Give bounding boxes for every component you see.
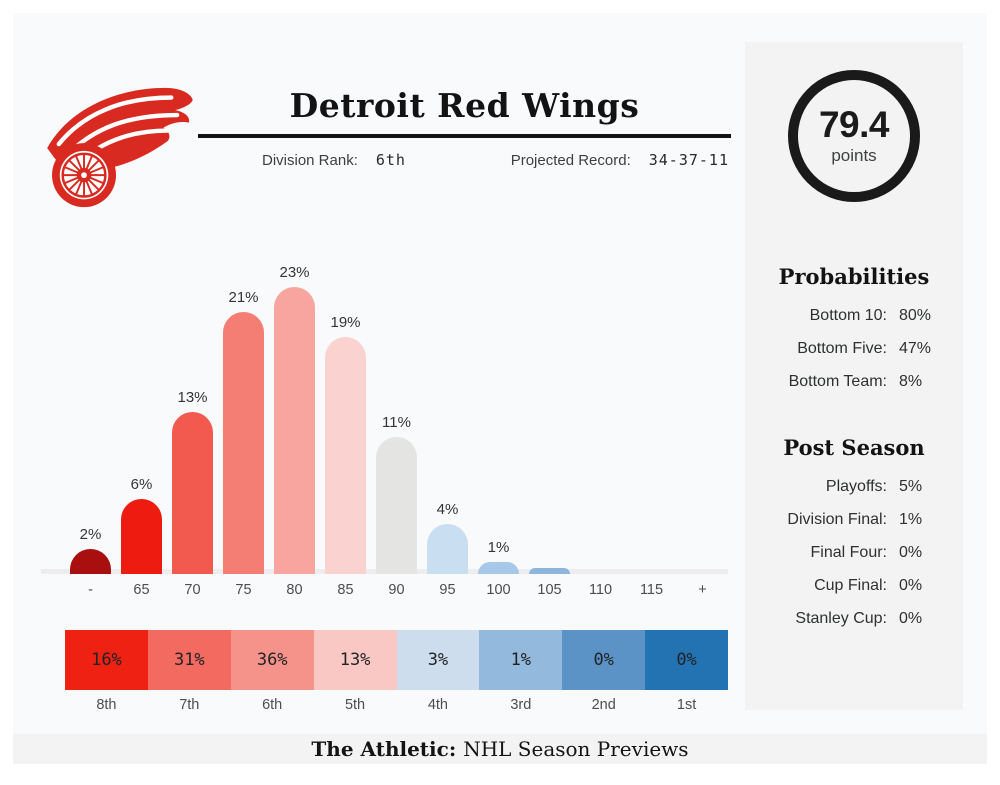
chart-bar: [427, 524, 468, 574]
stat-label: Bottom Team:: [788, 373, 887, 390]
chart-bar-value-label: 1%: [487, 538, 510, 556]
chart-axis-tick: +: [698, 582, 707, 598]
division-rank-tick: 3rd: [510, 697, 532, 713]
division-band-cell: 0%: [645, 630, 728, 690]
division-rank-tick: 6th: [262, 697, 283, 713]
chart-bar-slot: [167, 389, 218, 575]
points-distribution-axis: [65, 582, 728, 598]
stat-value: 80%: [899, 307, 932, 324]
stat-label: Playoffs:: [825, 478, 887, 495]
footer-brand: The Athletic:: [311, 737, 457, 761]
chart-axis-tick: 90: [388, 582, 405, 598]
stat-value: 0%: [899, 544, 923, 561]
stat-value: 0%: [899, 610, 923, 627]
chart-bar-slot: [677, 551, 728, 574]
projected-record-label: Projected Record:: [510, 152, 631, 169]
stat-label: Final Four:: [810, 544, 887, 561]
chart-bar-slot: [473, 539, 524, 575]
points-value: 79.4: [818, 104, 889, 145]
chart-bar: [529, 568, 570, 574]
division-band-cell: 1%: [479, 630, 562, 690]
chart-axis-tick: 100: [486, 582, 511, 598]
chart-axis-tick: 110: [588, 582, 613, 598]
header-stats: [198, 138, 731, 169]
chart-bar-value-label: 6%: [130, 476, 153, 493]
division-band-ranks: [65, 697, 728, 713]
page-title: Detroit Red Wings: [289, 86, 640, 125]
team-logo: [13, 40, 198, 217]
stat-row: [759, 544, 949, 562]
chart-bar: [121, 499, 162, 574]
summary-sidebar: [745, 42, 963, 710]
chart-axis-tick: 70: [184, 582, 201, 598]
division-band-cell: 3%: [397, 630, 480, 690]
chart-axis-tick: 115: [639, 582, 664, 598]
red-wings-winged-wheel-icon: [39, 84, 195, 212]
chart-bar-slot: [626, 551, 677, 574]
chart-bar: [274, 287, 315, 575]
division-band-cell: 16%: [65, 630, 148, 690]
division-band-cell: 31%: [148, 630, 231, 690]
chart-bar-slot: [218, 289, 269, 575]
chart-bar-value-label: 2%: [79, 526, 102, 543]
chart-bar: [172, 412, 213, 575]
division-band-cells: [65, 630, 728, 690]
chart-bar: [325, 337, 366, 575]
stat-label: Stanley Cup:: [795, 610, 887, 627]
chart-bar: [376, 437, 417, 575]
card-content: [13, 13, 987, 734]
chart-axis-tick: -: [88, 582, 93, 598]
stat-row: [759, 478, 949, 496]
chart-axis-tick: 75: [235, 582, 252, 598]
chart-bar-value-label: 11%: [382, 413, 411, 431]
probabilities-rows: [745, 307, 963, 391]
points-distribution-bars: [65, 262, 728, 574]
division-rank: [262, 151, 406, 169]
points-distribution-chart: [65, 262, 728, 598]
division-band-cell: 0%: [562, 630, 645, 690]
chart-axis-tick: 105: [537, 582, 562, 598]
header-center: [198, 40, 745, 217]
stat-value: 1%: [899, 511, 923, 528]
stat-row: [759, 577, 949, 595]
footer-bar: [13, 734, 987, 764]
footer-title: NHL Season Previews: [463, 737, 689, 761]
chart-bar-value-label: 13%: [177, 388, 208, 406]
stat-value: 47%: [899, 340, 932, 357]
chart-axis-tick: 85: [337, 582, 354, 598]
chart-axis-tick: 65: [133, 582, 150, 598]
chart-bar: [223, 312, 264, 575]
chart-axis-tick: 80: [286, 582, 303, 598]
chart-bar-value-label: 21%: [228, 288, 259, 306]
chart-bar: [478, 562, 519, 575]
division-rank-tick: 4th: [427, 697, 449, 713]
division-rank-tick: 5th: [344, 697, 366, 713]
stat-row: [759, 373, 949, 391]
division-rank-tick: 7th: [179, 697, 200, 713]
stat-row: [759, 340, 949, 358]
post-season-rows: [745, 478, 963, 628]
chart-bar-value-label: 19%: [330, 313, 361, 331]
points-badge: [788, 70, 920, 202]
division-band-cell: 13%: [314, 630, 397, 690]
division-band-cell: 36%: [231, 630, 314, 690]
chart-bar-slot: [524, 545, 575, 574]
chart-axis-tick: 95: [439, 582, 456, 598]
stat-row: [759, 511, 949, 529]
stat-value: 8%: [899, 373, 923, 390]
stat-label: Bottom 10:: [809, 307, 887, 324]
chart-bar-slot: [320, 314, 371, 575]
main-panel: [13, 13, 745, 734]
stat-label: Division Final:: [787, 511, 887, 528]
chart-bar: [70, 549, 111, 574]
stat-row: [759, 610, 949, 628]
post-season-section: [745, 435, 963, 628]
stat-label: Cup Final:: [814, 577, 887, 594]
division-rank-tick: 8th: [96, 697, 117, 713]
chart-bar-value-label: 23%: [279, 263, 310, 281]
post-season-title: Post Season: [783, 435, 925, 460]
division-rank-tick: 2nd: [591, 697, 616, 713]
chart-bar-slot: [116, 476, 167, 574]
division-finish-band: [65, 630, 728, 713]
division-rank-label: Division Rank:: [262, 152, 358, 169]
points-unit: points: [831, 146, 877, 165]
chart-bar-value-label: 4%: [436, 501, 459, 518]
projected-record-value: 34-37-11: [648, 151, 729, 169]
preview-card: [13, 13, 987, 764]
chart-bar-slot: [575, 551, 626, 574]
stat-value: 0%: [899, 577, 923, 594]
stat-label: Bottom Five:: [797, 340, 887, 357]
chart-bar-slot: [269, 264, 320, 575]
probabilities-title: Probabilities: [778, 264, 930, 289]
division-rank-value: 6th: [375, 151, 406, 169]
chart-bar-slot: [65, 526, 116, 574]
division-rank-tick: 1st: [676, 697, 697, 713]
stat-row: [759, 307, 949, 325]
projected-record: [511, 151, 729, 169]
header: [13, 13, 745, 217]
chart-bar-slot: [371, 414, 422, 575]
stat-value: 5%: [899, 478, 923, 495]
probabilities-section: [745, 264, 963, 391]
chart-bar-slot: [422, 501, 473, 574]
